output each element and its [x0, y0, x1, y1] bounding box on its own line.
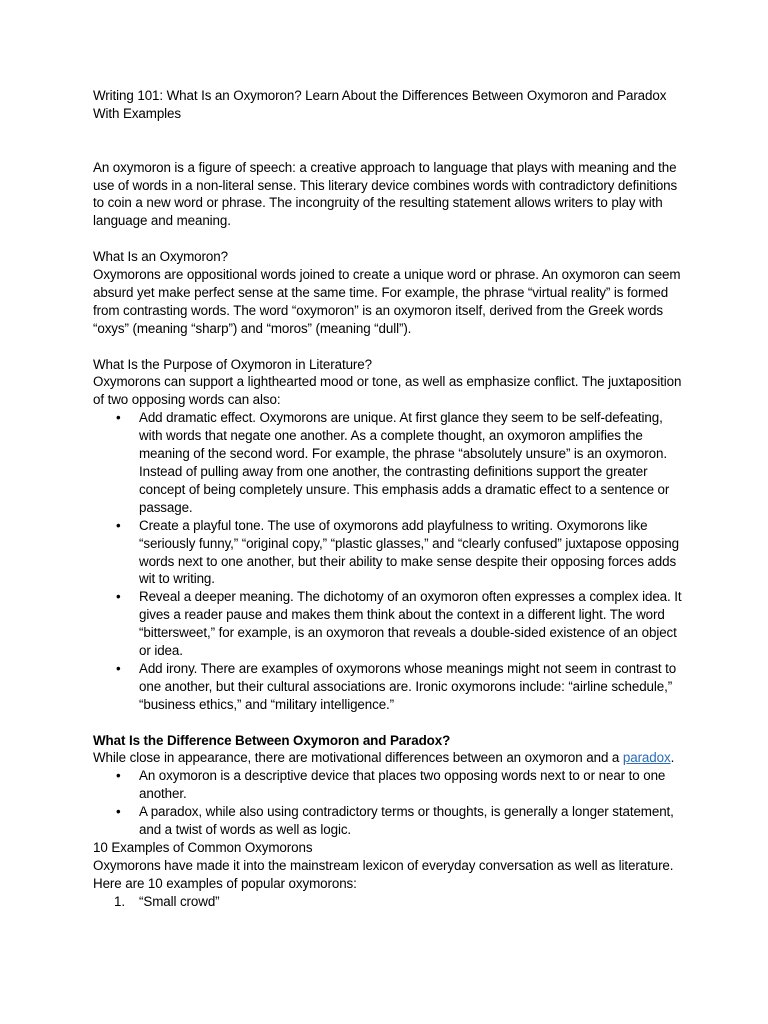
section-heading: What Is the Purpose of Oxymoron in Literature? [93, 356, 372, 372]
section-body: Oxymorons are oppositional words joined to create a unique word or phrase. An oxymoron can seem absurd yet make perfect sense at the same time. For example, the phrase “virtual reality” is formed from contrasting words. The word “oxymoron” is an oxymoron itself, derived from the Greek words “oxys” (meaning “sharp”) and “moros” (meaning “dull”). [93, 267, 681, 336]
document-title: Writing 101: What Is an Oxymoron? Learn About the Differences Between Oxymoron and Paradox With Examples [93, 88, 667, 121]
intro-paragraph: An oxymoron is a figure of speech: a creative approach to language that plays with meaning and the use of words in a non-literal sense. This literary device combines words with contradictory definitions to coin a new word or phrase. The incongruity of the resulting statement allows writers to play with language and meaning. [93, 159, 678, 229]
list-item: • Add dramatic effect. Oxymorons are unique. At first glance they seem to be self-defeating, with words that negate one another. As a complete thought, an oxymoron amplifies the meaning of the second word. For example, the phrase “absolutely unsure” is an oxymoron. Instead of pulling away from one another, the contrasting definitions support the greater concept of being completely unsure. This emphasis adds a dramatic effect to a sentence or passage. [139, 409, 683, 516]
body-text-end: . [670, 750, 675, 766]
section-body: Oxymorons have made it into the mainstream lexicon of everyday conversation as well as literature. Here are 10 examples of popular oxymorons: [93, 857, 674, 891]
body-text: While close in appearance, there are motivational differences between an oxymoron and a [93, 750, 623, 766]
bullet-list [93, 767, 683, 839]
paradox-link[interactable]: paradox [622, 750, 671, 766]
section-body: Oxymorons can support a lighthearted mood or tone, as well as emphasize conflict. The juxtaposition of two opposing words can also: [93, 374, 682, 408]
numbered-list [93, 893, 683, 911]
list-item: • A paradox, while also using contradictory terms or thoughts, is generally a longer statement, and a twist of words as well as logic. [139, 803, 683, 839]
bullet-list [93, 409, 683, 713]
list-number: 1. [114, 893, 125, 909]
list-item: • Create a playful tone. The use of oxymorons add playfulness to writing. Oxymorons like “seriously funny,” “original copy,” “plastic glasses,” and “clearly confused” juxtapose opposing words next to one another, but their ability to make sense despite their opposing forces adds wit to writing. [139, 517, 683, 589]
section-examples [93, 839, 683, 911]
section-heading: What Is an Oxymoron? [93, 249, 228, 265]
section-purpose [93, 356, 683, 714]
list-item: • Add irony. There are examples of oxymorons whose meanings might not seem in contrast to one another, but their cultural associations are. Ironic oxymorons include: “airline schedule,” “business ethics,” and “military intelligence.” [139, 660, 683, 714]
list-item: • Reveal a deeper meaning. The dichotomy of an oxymoron often expresses a complex idea. It gives a reader pause and makes them think about the context in a different light. The word “bittersweet,” for example, is an oxymoron that reveals a double-sided existence of an object or idea. [139, 588, 683, 660]
list-item-text: “Small crowd” [139, 893, 220, 909]
section-difference [93, 732, 683, 839]
section-body [93, 749, 683, 767]
list-item: • An oxymoron is a descriptive device that places two opposing words next to or near to one another. [139, 767, 683, 803]
list-item [114, 893, 683, 911]
document-page [93, 87, 683, 911]
section-what-is-oxymoron [93, 248, 683, 338]
section-heading: What Is the Difference Between Oxymoron and Paradox? [93, 732, 451, 748]
section-heading: 10 Examples of Common Oxymorons [93, 840, 313, 855]
